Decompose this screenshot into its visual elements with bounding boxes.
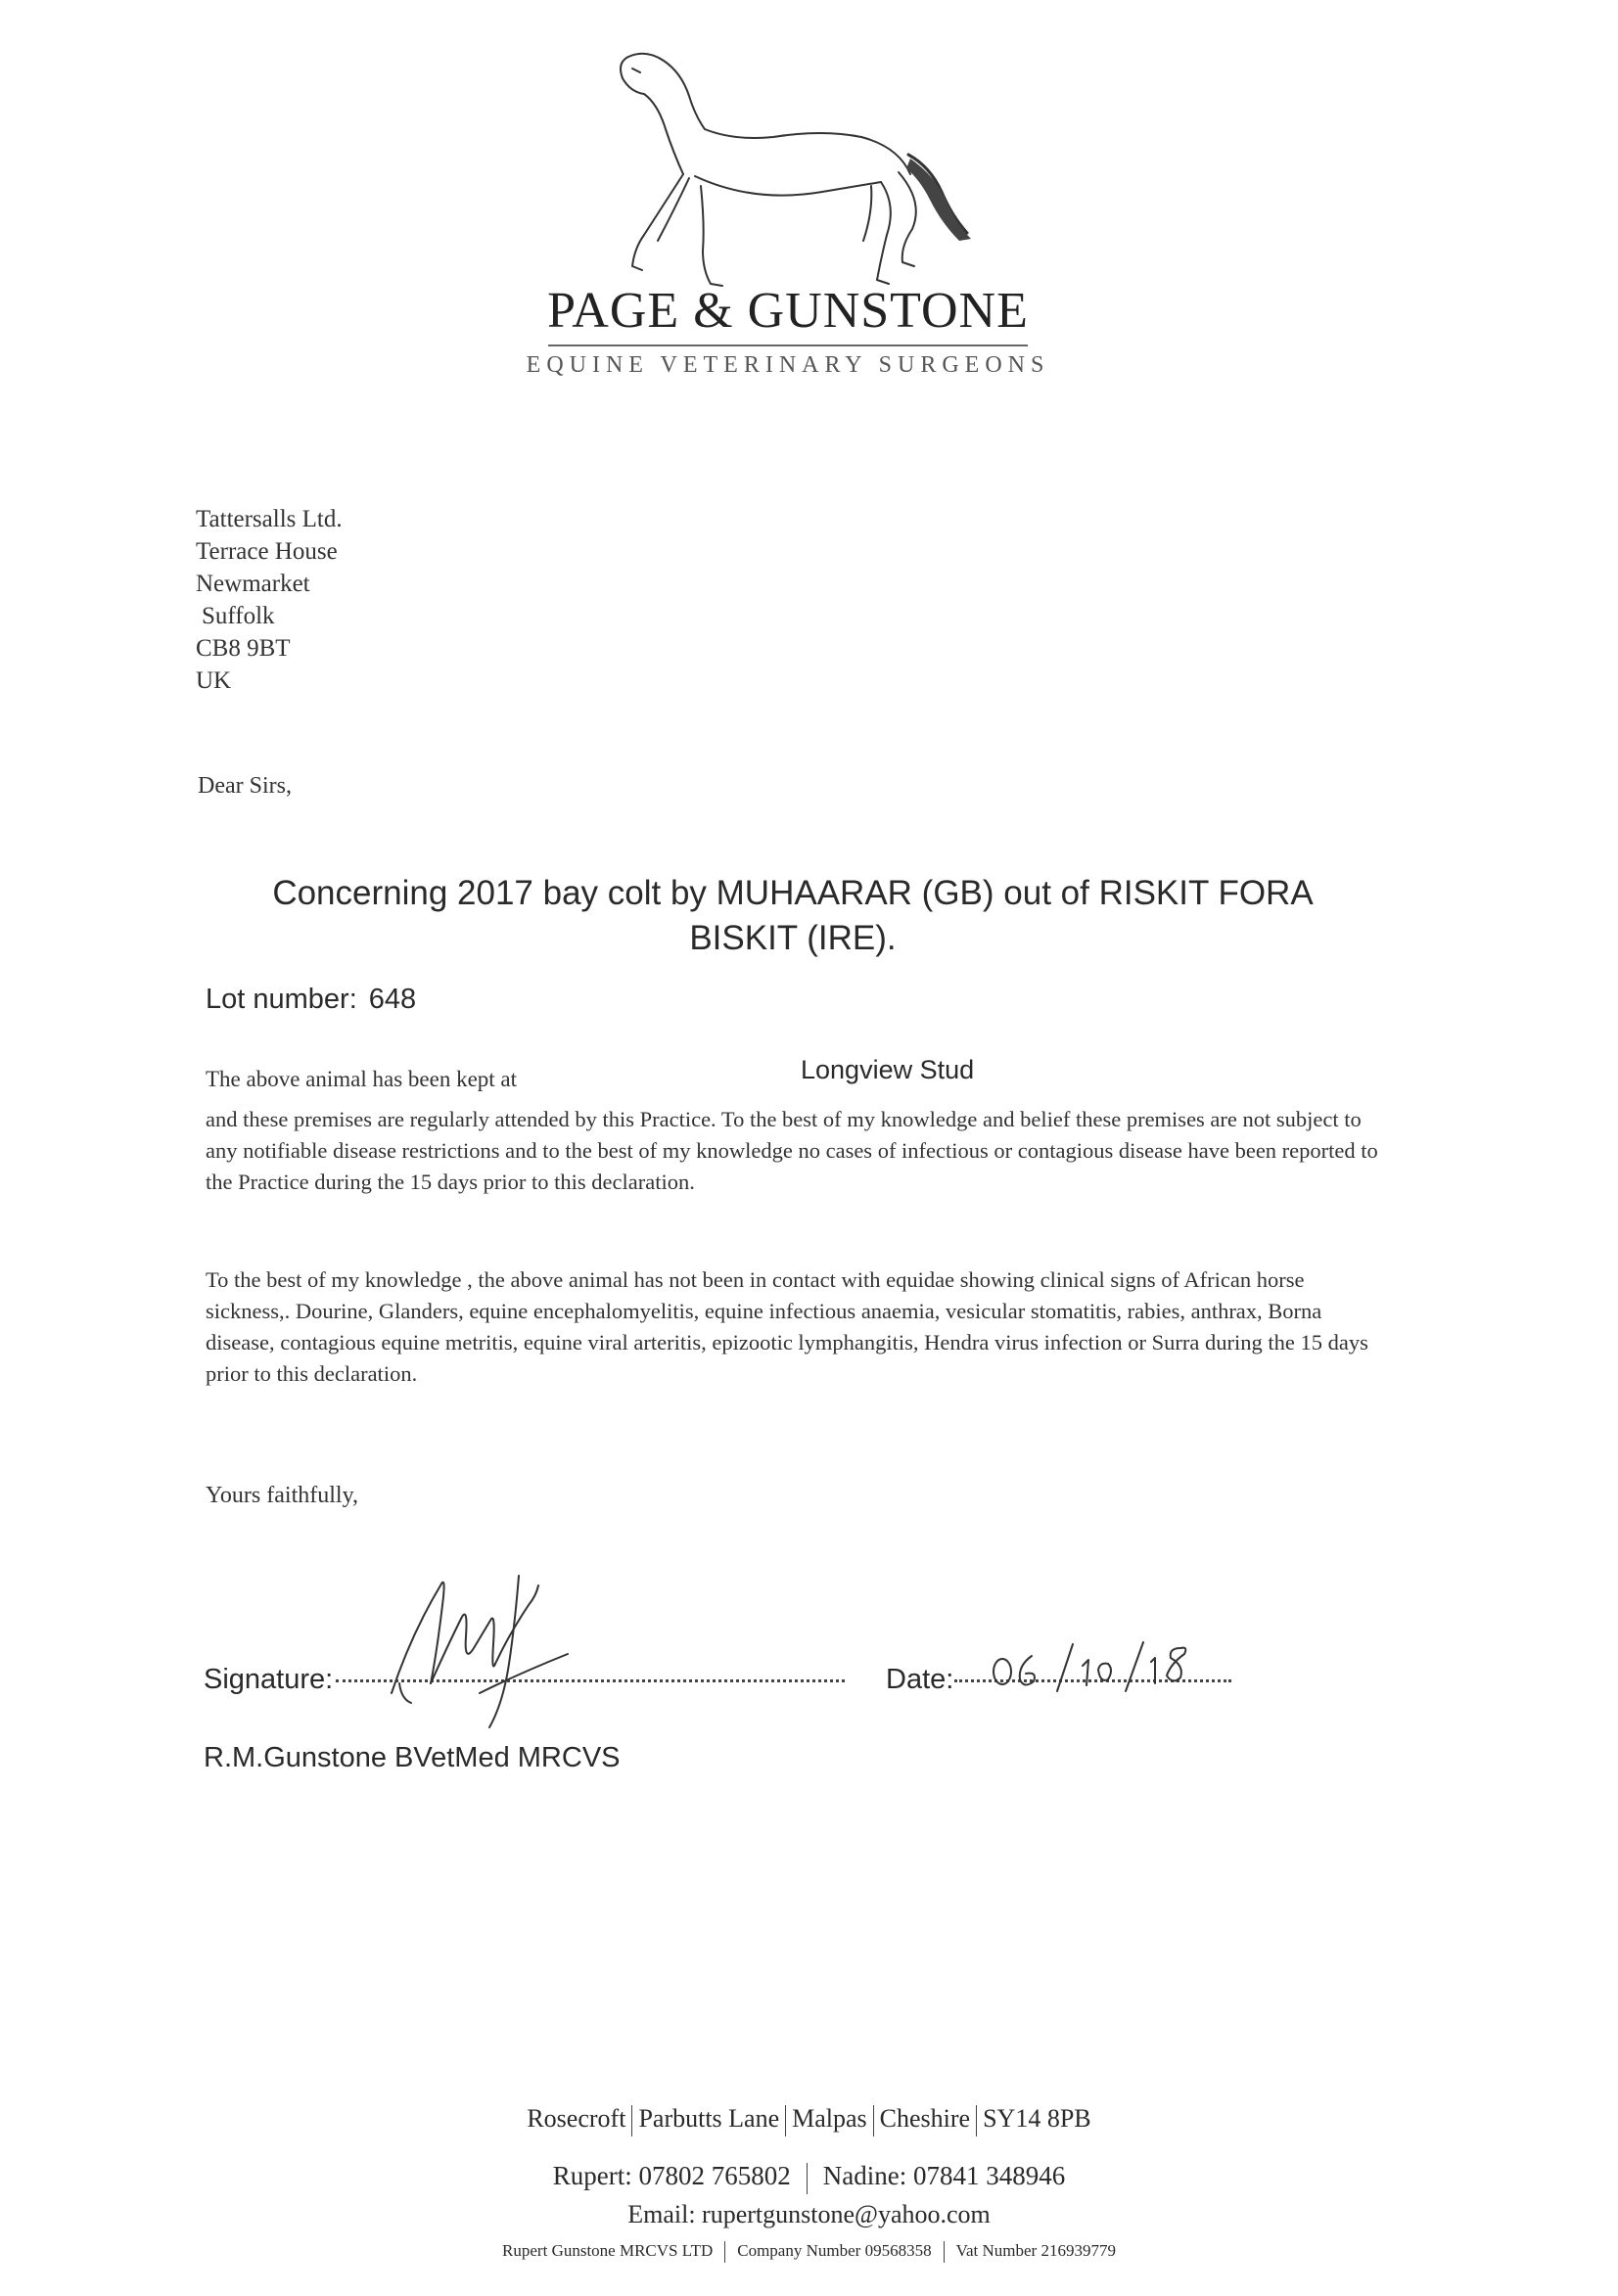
vat-number: Vat Number 216939779 bbox=[955, 2241, 1116, 2260]
closing: Yours faithfully, bbox=[206, 1483, 359, 1508]
address-line: UK bbox=[196, 667, 232, 694]
signature-label: Signature: bbox=[204, 1664, 334, 1695]
footer-address-part: Cheshire bbox=[879, 2104, 971, 2133]
phone-nadine: Nadine: 07841 348946 bbox=[822, 2161, 1066, 2190]
handwritten-signature bbox=[372, 1546, 597, 1732]
footer-separator bbox=[631, 2105, 632, 2136]
footer-company bbox=[0, 2241, 1618, 2263]
subject-heading bbox=[176, 871, 1410, 961]
brand-tagline: EQUINE VETERINARY SURGEONS bbox=[526, 352, 1050, 378]
address-line: Newmarket bbox=[196, 571, 310, 597]
footer-separator bbox=[724, 2241, 725, 2263]
premises-paragraph: and these premises are regularly attended by this Practice. To the best of my knowledge and belief these premises are not subject to any notifiable disease restrictions and to the best of my knowledge no cases of infectious or contagious disease have been reported to the Practice during the 15 days prior to this declaration. bbox=[206, 1107, 1378, 1194]
phone-rupert: Rupert: 07802 765802 bbox=[552, 2161, 791, 2190]
footer-address-part: Parbutts Lane bbox=[638, 2104, 780, 2133]
footer-separator bbox=[944, 2241, 945, 2263]
kept-at-label: The above animal has been kept at bbox=[206, 1067, 518, 1091]
footer-separator bbox=[976, 2105, 977, 2136]
kept-at-value: Longview Stud bbox=[801, 1055, 975, 1084]
address-line: Suffolk bbox=[202, 603, 275, 629]
footer-separator bbox=[785, 2105, 786, 2136]
subject-line: BISKIT (IRE). bbox=[689, 919, 897, 957]
footer-address-part: SY14 8PB bbox=[983, 2104, 1091, 2133]
signatory-name: R.M.Gunstone BVetMed MRCVS bbox=[204, 1742, 621, 1773]
footer-address bbox=[0, 2104, 1618, 2136]
horse-logo-icon bbox=[587, 39, 998, 303]
address-line: Terrace House bbox=[196, 538, 338, 565]
brand-divider bbox=[548, 344, 1028, 346]
salutation: Dear Sirs, bbox=[198, 773, 292, 799]
lot-number-row bbox=[206, 984, 416, 1016]
footer-address-part: Rosecroft bbox=[527, 2104, 626, 2133]
footer-phones bbox=[0, 2161, 1618, 2194]
contact-paragraph: To the best of my knowledge , the above animal has not been in contact with equidae showing clinical signs of African horse sickness,. Dourine, Glanders, equine encephalomyelitis, equine infectious anaemia, vesicular stomatitis, rabies, anthrax, Borna disease, contagious equine metritis, equine viral arteritis, epizootic lymphangitis, Hendra virus infection or Surra during the 15 days prior to this declaration. bbox=[206, 1267, 1368, 1386]
recipient-address bbox=[196, 503, 343, 697]
footer-separator bbox=[873, 2105, 874, 2136]
company-name: Rupert Gunstone MRCVS LTD bbox=[502, 2241, 714, 2260]
footer-separator bbox=[807, 2163, 808, 2194]
footer-email: Email: rupertgunstone@yahoo.com bbox=[627, 2200, 991, 2228]
subject-line: Concerning 2017 bay colt by MUHAARAR (GB) out of RISKIT FORA bbox=[272, 874, 1314, 912]
brand-name: PAGE & GUNSTONE bbox=[547, 283, 1029, 339]
lot-number-label: Lot number: bbox=[206, 984, 357, 1015]
handwritten-date bbox=[989, 1636, 1214, 1695]
address-line: CB8 9BT bbox=[196, 635, 291, 662]
company-number: Company Number 09568358 bbox=[737, 2241, 932, 2260]
date-label: Date: bbox=[886, 1664, 954, 1695]
address-line: Tattersalls Ltd. bbox=[196, 506, 343, 532]
lot-number-value: 648 bbox=[368, 984, 417, 1015]
footer-address-part: Malpas bbox=[792, 2104, 867, 2133]
